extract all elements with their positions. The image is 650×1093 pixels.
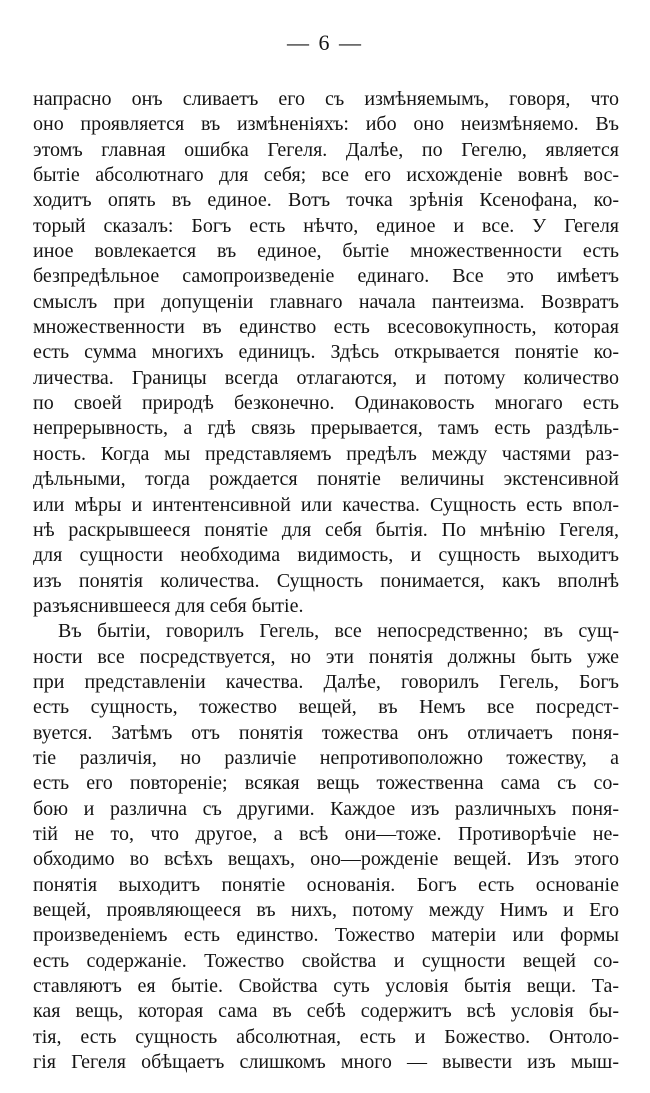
text-line: по своей природѣ безконечно. Одинаковость многаго есть	[33, 392, 619, 415]
text-line: оно проявляется въ измѣненіяхъ: ибо оно неизмѣняемо. Въ	[33, 113, 619, 136]
text-line: тій не то, что другое, а всѣ они—тоже. Противорѣчіе не-	[33, 822, 619, 845]
body-text	[33, 87, 619, 1075]
text-line: вещей, проявляющееся въ нихъ, потому между Нимъ и Его	[33, 899, 619, 921]
text-line: есть сущность, тожество вещей, въ Немъ все посредст-	[33, 696, 619, 719]
text-line: ности все посредствуется, но эти понятія должны быть уже	[33, 645, 619, 668]
text-line: произведеніемъ есть единство. Тожество матеріи или формы	[33, 924, 619, 947]
text-line: тія, есть сущность абсолютная, есть и Божество. Онтоло-	[33, 1025, 619, 1048]
text-line: гія Гегеля обѣщаетъ слишкомъ много — вывести изъ мыш-	[33, 1051, 619, 1074]
text-line: разъяснившееся для себя бытіе.	[33, 594, 304, 617]
text-line: есть сумма многихъ единицъ. Здѣсь открывается понятіе ко-	[33, 341, 619, 364]
text-line: бытіе абсолютнаго для себя; все его исхожденіе вовнѣ вос-	[33, 164, 619, 187]
text-line: при представленіи качества. Далѣе, говорилъ Гегель, Богъ	[33, 670, 619, 693]
text-line: для сущности необходима видимость, и сущность выходитъ	[33, 544, 619, 567]
text-line: или мѣры и интентенсивной или качества. Сущность есть впол-	[33, 493, 619, 516]
text-line: дѣльными, тогда рождается понятіе величины экстенсивной	[33, 468, 619, 491]
text-line: Въ бытіи, говорилъ Гегель, все непосредственно; въ сущ-	[58, 620, 619, 643]
text-line: есть содержаніе. Тожество свойства и сущности вещей со-	[33, 949, 619, 972]
page-number: — 6 —	[287, 30, 363, 55]
text-line: личества. Границы всегда отлагаются, и потому количество	[33, 366, 619, 389]
text-line: кая вещь, которая сама въ себѣ содержитъ всѣ условія бы-	[33, 1000, 619, 1023]
text-line: множественности въ единство есть всесовокупность, которая	[33, 316, 619, 339]
text-line: этомъ главная ошибка Гегеля. Далѣе, по Гегелю, является	[33, 138, 619, 161]
text-line: ставляютъ ея бытіе. Свойства суть условія бытія вещи. Та-	[33, 975, 619, 998]
text-line: есть его повтореніе; всякая вещь тожественна сама съ со-	[33, 772, 619, 795]
text-line: смыслъ при допущеніи главнаго начала пантеизма. Возвратъ	[33, 290, 619, 313]
text-line: напрасно онъ сливаетъ его съ измѣняемымъ, говоря, что	[33, 88, 619, 110]
text-line: нѣ раскрывшееся понятіе для себя бытія. По мнѣнію Гегеля,	[33, 518, 619, 541]
text-line: бою и различна съ другими. Каждое изъ различныхъ поня-	[33, 797, 619, 820]
text-line: торый сказалъ: Богъ есть нѣчто, единое и все. У Гегеля	[33, 214, 619, 237]
text-line: изъ понятія количества. Сущность понимается, какъ вполнѣ	[33, 569, 619, 592]
text-line: понятія выходитъ понятіе основанія. Богъ есть основаніе	[33, 873, 619, 896]
text-line: ность. Когда мы представляемъ предѣлъ между частями раз-	[33, 442, 619, 465]
text-line: обходимо во всѣхъ вещахъ, оно—рожденіе вещей. Изъ этого	[33, 848, 619, 871]
text-line: безпредѣльное самопроизведеніе единаго. Все это имѣетъ	[33, 265, 619, 288]
text-line: вуется. Затѣмъ отъ понятія тожества онъ отличаетъ поня-	[33, 721, 619, 744]
text-line: непрерывность, а гдѣ связь прерывается, тамъ есть раздѣль-	[33, 417, 619, 440]
text-line: иное вовлекается въ единое, бытіе множественности есть	[33, 240, 619, 263]
text-line: тіе различія, но различіе непротивоположно тожеству, а	[33, 746, 619, 769]
text-line: ходитъ опять въ единое. Вотъ точка зрѣнія Ксенофана, ко-	[33, 189, 619, 212]
